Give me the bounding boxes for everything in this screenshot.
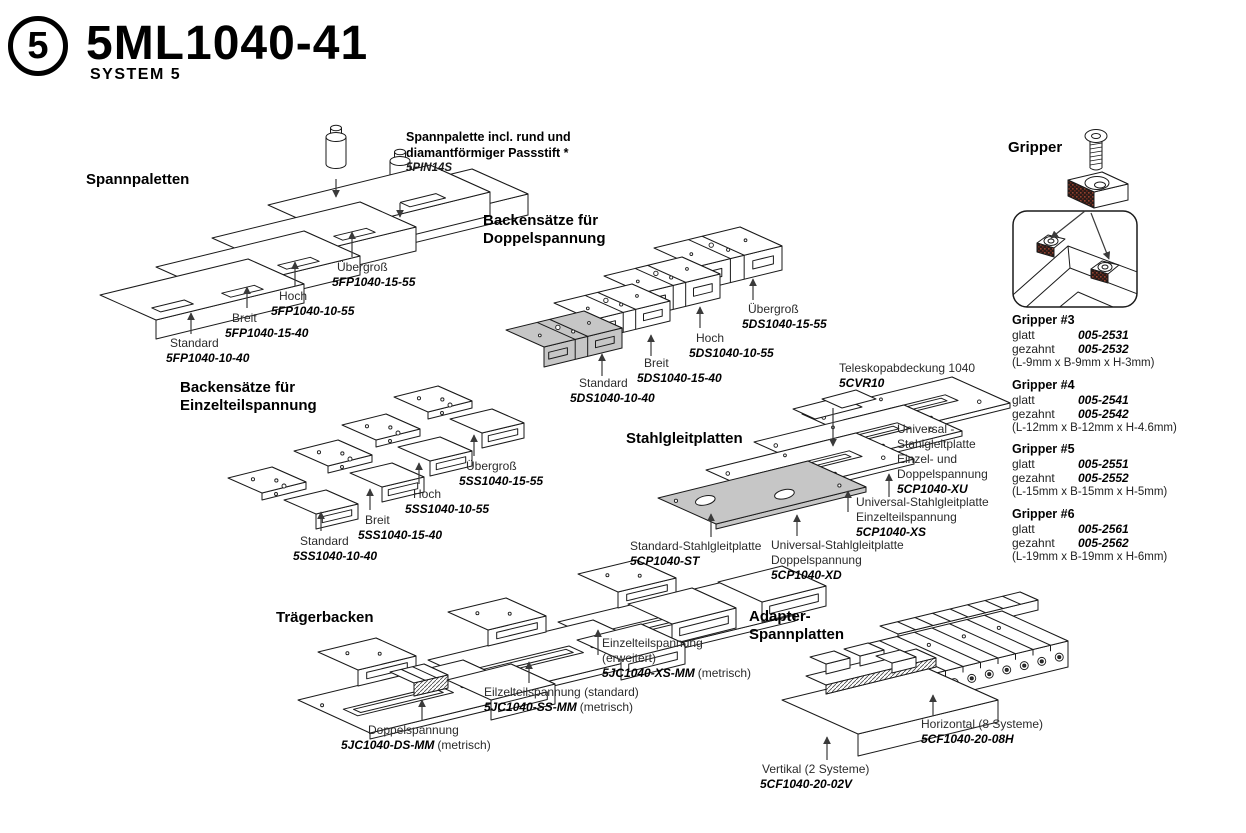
part-code: 5CP1040-XS [856,525,927,539]
gripper-dimensions: (L-9mm x B-9mm x H-3mm) [1012,357,1155,369]
heading-traegerbacken: Trägerbacken [276,609,374,626]
part-code [484,700,639,715]
gripper-model-5 [1012,442,1246,499]
label-stg-xs [856,495,989,540]
part-name: Hoch [413,487,442,501]
part-code: 5CP1040-ST [630,554,700,568]
gripper-dimensions: (L-12mm x B-12mm x H-4.6mm) [1012,422,1177,434]
part-code: 005-2562 [1078,536,1129,550]
part-code-text: 5JC1040-XS-MM [602,666,695,680]
gripper-dimensions: (L-15mm x B-15mm x H-5mm) [1012,486,1168,498]
label-spannpalette-hoch [271,289,354,319]
note-line: diamantförmiger Passstift * [406,146,569,160]
part-code: 5DS1040-10-40 [570,391,655,405]
gripper-row-glatt [1012,393,1246,407]
label-ss-hoch [405,487,489,517]
part-name: Teleskopabdeckung 1040 [839,361,976,375]
finish-label: glatt [1012,328,1035,342]
part-name: Übergroß [748,302,799,316]
gripper-model-6 [1012,507,1246,564]
part-code: 5CP1040-XD [771,568,842,582]
part-code: 5CP1040-XU [897,482,968,496]
page-subtitle: SYSTEM 5 [90,66,182,83]
part-code: 005-2561 [1078,522,1129,536]
gripper-row-gezahnt [1012,407,1246,421]
part-code [341,738,491,753]
part-code: 005-2552 [1078,471,1129,485]
heading-doppelspannung [483,212,606,248]
label-jc-xs [602,636,751,681]
gripper-row-gezahnt [1012,342,1246,356]
part-code: 5PIN14S [406,162,453,174]
finish-label: glatt [1012,393,1035,407]
part-code: 5SS1040-15-40 [358,528,443,542]
finish-label: gezahnt [1012,342,1055,356]
gripper-dimensions: (L-19mm x B-19mm x H-6mm) [1012,551,1168,563]
heading-adapter-spannplatten [749,608,844,644]
part-code: 5FP1040-15-40 [225,326,309,340]
label-spannpalette-pin-note [406,129,571,174]
label-cf-horizontal [921,717,1043,747]
label-ss-breit [358,513,442,543]
part-name: Breit [644,356,669,370]
heading-line: Backensätze für [483,212,599,229]
part-code-suffix: (metrisch) [697,666,752,680]
part-name: Hoch [279,289,308,303]
label-ss-uebergross [459,459,543,489]
part-code: 5DS1040-10-55 [689,346,774,360]
part-code [602,666,751,681]
part-code-suffix: (metrisch) [579,700,634,714]
part-name: Einzel- und [897,452,958,466]
gripper-row-glatt [1012,328,1246,342]
heading-einzelteilspannung [180,379,317,415]
gripper-model-name: Gripper #6 [1012,507,1075,521]
part-code: 5FP1040-10-40 [166,351,250,365]
gripper-row-gezahnt [1012,536,1246,550]
part-name: Standard [579,376,628,390]
part-code: 005-2542 [1078,407,1129,421]
label-stg-st [630,539,761,569]
label-stg-xu [897,422,988,497]
note-line: Spannpalette incl. rund und [406,130,571,144]
label-spannpalette-uebergross [332,260,415,290]
finish-label: glatt [1012,522,1035,536]
part-name: Einzelteilspannung [856,510,957,524]
finish-label: gezahnt [1012,407,1055,421]
label-cf-vertikal [760,762,869,792]
part-name: Breit [365,513,390,527]
finish-label: glatt [1012,457,1035,471]
part-code: 5FP1040-15-55 [332,275,416,289]
part-code: 005-2532 [1078,342,1129,356]
label-ds-hoch [689,331,774,361]
label-jc-ss [484,685,639,715]
part-code: 5CF1040-20-02V [760,777,853,791]
label-ds-uebergross [742,302,827,332]
part-code: 005-2541 [1078,393,1129,407]
part-name: Doppelspannung [771,553,862,567]
part-name: (erweitert) [602,651,657,665]
heading-stahlgleitplatten: Stahlgleitplatten [626,430,743,447]
section-number-badge [8,16,68,76]
heading-line: Einzelteilspannung [180,397,317,414]
part-name: Standard [170,336,219,350]
part-name: Eilzelteilspannung (standard) [484,685,639,699]
part-name: Universal - [897,422,955,436]
label-teleskopabdeckung [839,361,975,391]
label-stg-xd [771,538,904,583]
heading-line: Adapter- [749,608,811,625]
heading-gripper: Gripper [1008,139,1063,156]
part-name: Standard-Stahlgleitplatte [630,539,762,553]
gripper-model-name: Gripper #5 [1012,442,1075,456]
part-name: Vertikal (2 Systeme) [762,762,870,776]
part-code: 5CVR10 [839,376,885,390]
part-code: 5DS1040-15-55 [742,317,827,331]
gripper-row-gezahnt [1012,471,1246,485]
part-name: Einzelteilspannung [602,636,703,650]
part-name: Horizontal (8 Systeme) [921,717,1044,731]
gripper-model-3 [1012,313,1246,370]
badge-number: 5 [27,24,49,67]
part-name: Stahlgleitplatte [897,437,976,451]
part-name: Universal-Stahlgleitplatte [856,495,989,509]
part-code-suffix: (metrisch) [437,738,491,752]
page-title: 5ML1040-41 [86,17,369,70]
gripper-model-4 [1012,378,1246,435]
gripper-row-glatt [1012,457,1246,471]
part-name: Universal-Stahlgleitplatte [771,538,904,552]
part-name: Standard [300,534,349,548]
heading-spannpaletten: Spannpaletten [86,171,190,188]
part-code-text: 5JC1040-DS-MM [341,738,435,752]
heading-line: Doppelspannung [483,230,606,247]
part-name: Doppelspannung [897,467,988,481]
part-name: Doppelspannung [368,723,459,737]
part-name: Übergroß [337,260,388,274]
part-name: Breit [232,311,257,325]
label-jc-ds [341,723,491,753]
gripper-row-glatt [1012,522,1246,536]
part-code: 5SS1040-10-55 [405,502,490,516]
part-code-text: 5JC1040-SS-MM [484,700,577,714]
finish-label: gezahnt [1012,536,1055,550]
finish-label: gezahnt [1012,471,1055,485]
part-code: 5CF1040-20-08H [921,732,1014,746]
gripper-model-name: Gripper #4 [1012,378,1075,392]
part-code: 5SS1040-15-55 [459,474,544,488]
part-code: 5SS1040-10-40 [293,549,378,563]
gripper-model-name: Gripper #3 [1012,313,1075,327]
part-code: 5FP1040-10-55 [271,304,355,318]
part-name: Übergroß [466,459,517,473]
part-code: 005-2551 [1078,457,1129,471]
part-code: 5DS1040-15-40 [637,371,722,385]
part-name: Hoch [696,331,725,345]
heading-line: Spannplatten [749,626,845,643]
heading-line: Backensätze für [180,379,296,396]
part-code: 005-2531 [1078,328,1129,342]
